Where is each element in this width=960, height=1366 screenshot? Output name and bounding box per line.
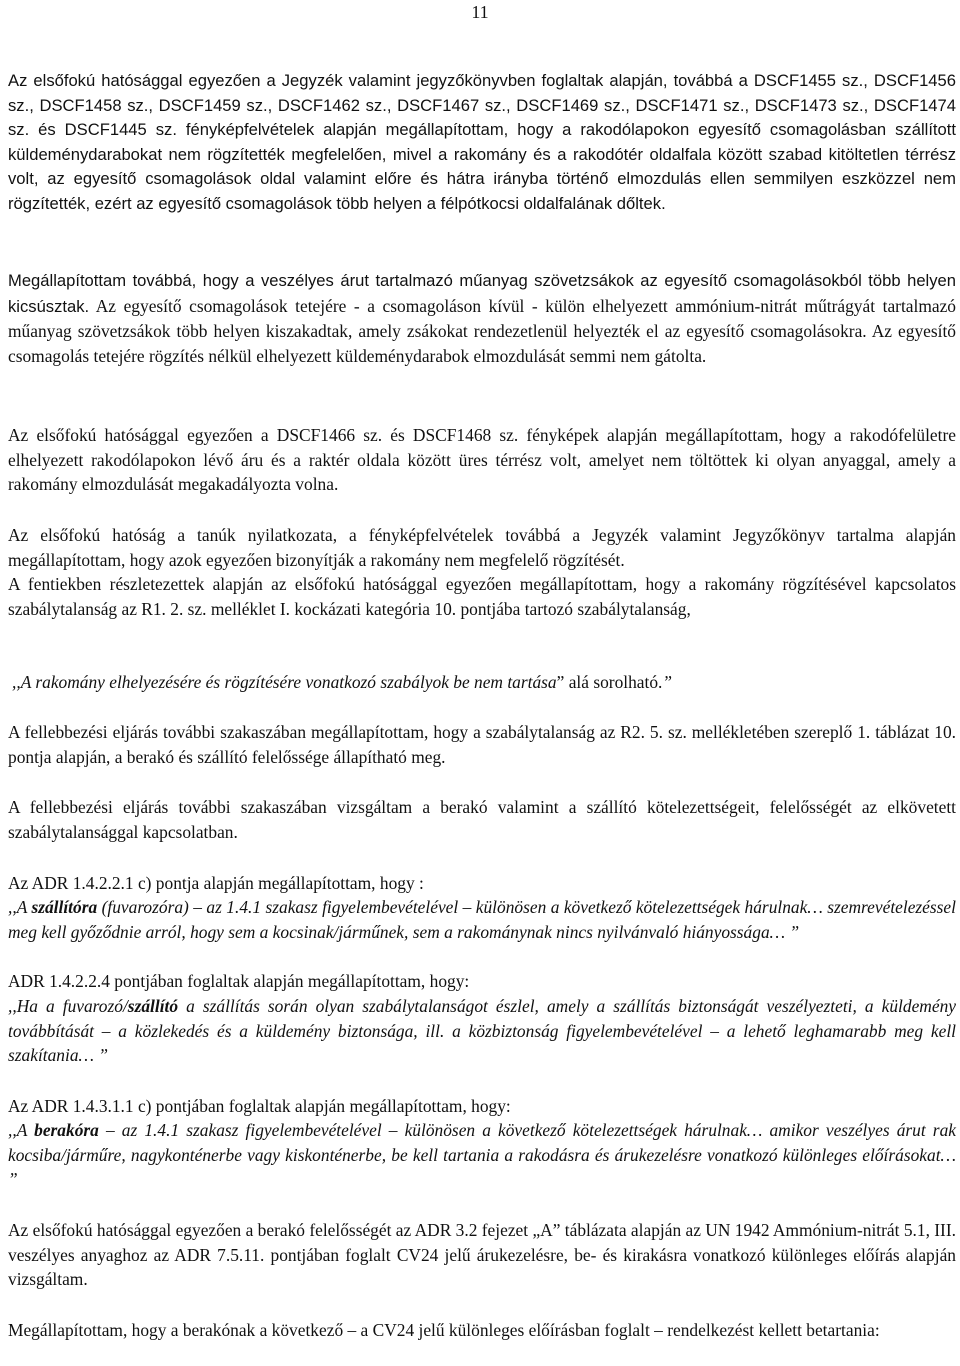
- quote-adr-1-4-2-2-4: [8, 994, 956, 1068]
- paragraph-r1-classification: A fentiekben részletezettek alapján az elsőfokú hatósággal egyezően megállapítottam, hogy a rakomány rögzítésével kapcsolatos szabálytalanság az R1. 2. sz. melléklet I. kockázati kategória 10. pontjába tartozó szabálytalanság,: [8, 574, 956, 619]
- paragraph-witnesses: Az elsőfokú hatóság a tanúk nyilatkozata, a fényképfelvételek továbbá a Jegyzék valamint Jegyzőkönyv tartalma alapján megállapítottam, hogy azok egyezően bizonyítják a rakomány nem megfelelő rögzítését.: [8, 525, 956, 570]
- paragraph-obligations-review: A fellebbezési eljárás további szakaszában vizsgáltam a berakó valamint a szállító kötelezettségeit, felelősségét az elkövetett szabálytalansággal kapcsolatban.: [8, 797, 956, 842]
- paragraph-dscf-list: Az elsőfokú hatósággal egyezően a Jegyzék valamint jegyzőkönyvben foglaltak alapján, továbbá a DSCF1455 sz., DSCF1456 sz., DSCF1458 sz., DSCF1459 sz., DSCF1462 sz., DSCF1467 sz., DSCF1469 sz., DSCF1471 sz., DSCF1473 sz., DSCF1474 sz. és DSCF1445 sz.: [8, 71, 956, 140]
- quote-open: ,,A: [8, 897, 32, 917]
- paragraph-sacks-rest: Az egyesítő csomagolások tetejére - a csomagoláson kívül - külön elhelyezett ammónium-nitrát műtrágyát tartalmazó műanyag szövetzsákok több helyen kiszakadtak, amely zsákokat rendezetlenül helyezték el az egyesítő csomagolásokra. Az egyesítő csomagolás tetejére rögzítés nélkül elhelyezett küldeménydarabok elmozdulását semmi nem gátolta.: [8, 295, 956, 366]
- quote-body: a szállítás során olyan szabálytalanságot észlel, amely a szállítás biztonságát veszélyezteti, a küldemény továbbítását – a közlekedés és a küldemény biztonsága, ill. a közbiztonság figyelembevételével – a lehető leghamarabb meg kell szakítania… ”: [8, 996, 956, 1066]
- quote-adr-1-4-3-1-1: [8, 1118, 956, 1192]
- paragraph-adr-1-4-2-2-1-intro: Az ADR 1.4.2.2.1 c) pontja alapján megállapítottam, hogy :: [8, 873, 424, 893]
- paragraph-sacks-first: Megállapítottam továbbá, hogy a veszélyes árut tartalmazó műanyag szövetzsákok az egyesítő csomagolásokból több helyen kicsúsztak.: [8, 271, 956, 316]
- paragraph-cv24-provision: Megállapítottam, hogy a berakónak a következő – a CV24 jelű különleges előírásban foglalt – rendelkezést kellett betartania:: [8, 1320, 880, 1340]
- quote-bold-term: szállító: [127, 996, 179, 1016]
- quote-r1-category: [8, 670, 960, 695]
- paragraph-dscf-findings: [8, 69, 956, 217]
- quote-r1-suffix: ” alá sorolható.: [556, 672, 663, 692]
- paragraph-sacks: [8, 268, 956, 368]
- quote-body: (fuvarozóra) – az 1.4.1 szakasz figyelembevételével – különösen a következő kötelezettségek hárulnak… szemrevételezéssel meg kell győződnie arról, hogy sem a kocsinak/járműnek, sem a rakománynak nincs nyilvánvaló hiányossága… ”: [8, 897, 956, 942]
- quote-bold-term: szállítóra: [31, 897, 98, 917]
- quote-bold-term: berakóra: [34, 1120, 99, 1140]
- paragraph-dscf-body: fényképfelvételek alapján megállapítottam, hogy a rakodólapokon egyesítő csomagolásban szállított küldeménydarabokat nem rögzítették megfelelően, mivel a rakomány és a rakodótér oldalfala között szabad kitöltetlen térrész volt, az egyesítő csomagolások oldal valamint előre és hátra irányba történő elmozdulás ellen semmilyen eszközzel nem rögzítették, ezért az egyesítő csomagolások több helyen a félpótkocsi oldalfalának dőltek.: [8, 120, 956, 213]
- paragraph-adr-1-4-3-1-1-intro: Az ADR 1.4.3.1.1 c) pontjában foglaltak alapján megállapítottam, hogy:: [8, 1096, 511, 1116]
- quote-body: – az 1.4.1 szakasz figyelembevételével – különösen a következő kötelezettségek hárulnak… amikor veszélyes árut rak kocsiba/járműre, nagykonténerbe vagy kiskonténerbe, be kell tartania a rakodásra és árukezelésre vonatkozó különleges előírásokat… ”: [8, 1120, 956, 1190]
- paragraph-adr-1-4-2-2-4-intro: ADR 1.4.2.2.4 pontjában foglaltak alapján megállapítottam, hogy:: [8, 971, 470, 991]
- quote-r1-text: A rakomány elhelyezésére és rögzítésére vonatkozó szabályok be nem tartása: [20, 672, 557, 692]
- quote-open: ,,Ha a fuvarozó/: [8, 996, 128, 1016]
- paragraph-dscf1466: Az elsőfokú hatósággal egyezően a DSCF1466 sz. és DSCF1468 sz. fényképek alapján megállapítottam, hogy a rakodófelületre elhelyezett rakodólapokon lévő áru és a raktér oldala között üres térrész volt, amelyet nem töltöttek ki olyan anyaggal, amely a rakomány elmozdulását megakadályozta volna.: [8, 425, 956, 495]
- page-number: 11: [471, 2, 489, 22]
- paragraph-r2-liability: A fellebbezési eljárás további szakaszában megállapítottam, hogy a szabálytalanság az R2. 5. sz. mellékletében szereplő 1. táblázat 10. pontja alapján, a berakó és szállító felelőssége állapítható meg.: [8, 722, 956, 767]
- paragraph-cv24-review: Az elsőfokú hatósággal egyezően a berakó felelősségét az ADR 3.2 fejezet „A” táblázata alapján az UN 1942 Ammónium-nitrát 5.1, III. veszélyes anyaghoz az ADR 7.5.11. pontjában foglalt CV24 jelű árukezelésre, be- és kirakásra vonatkozó különleges előírás alapján vizsgáltam.: [8, 1220, 956, 1290]
- quote-close-mark: ”: [662, 672, 673, 692]
- quote-open-mark: ,,: [12, 672, 21, 692]
- quote-open: ,,A: [8, 1120, 35, 1140]
- quote-adr-1-4-2-2-1: [8, 895, 956, 944]
